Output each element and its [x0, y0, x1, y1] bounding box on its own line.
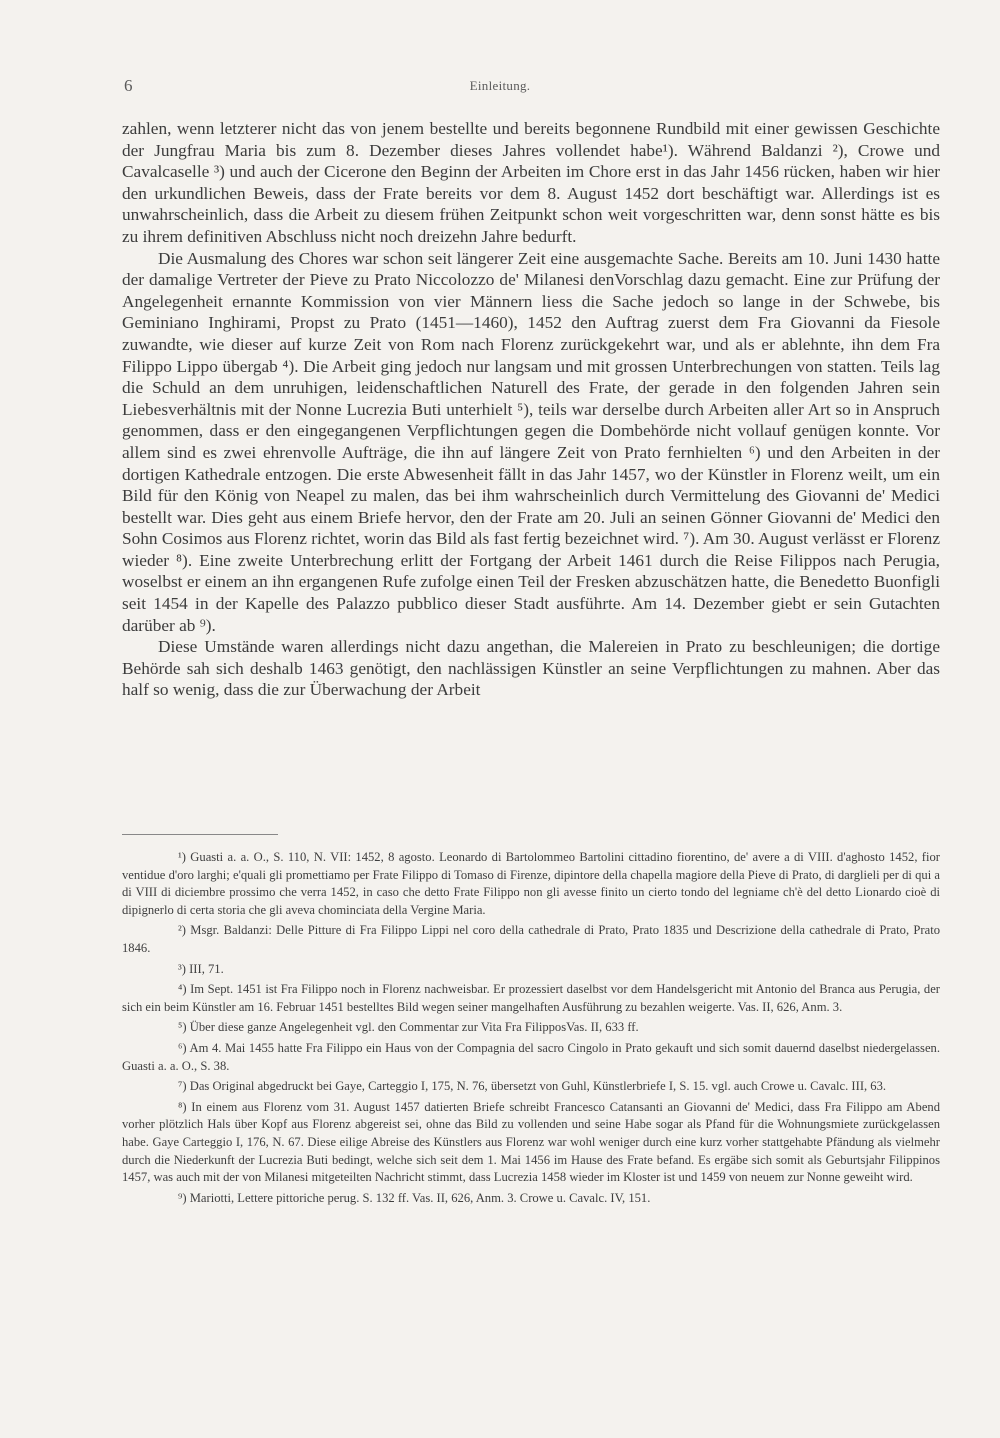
footnote: ⁹) Mariotti, Lettere pittoriche perug. S. 132 ff. Vas. II, 626, Anm. 3. Crowe u. Cavalc. IV, 151. — [178, 1190, 651, 1205]
footnotes — [122, 849, 940, 1210]
paragraph: Diese Umstände waren allerdings nicht dazu angethan, die Malereien in Prato zu beschleunigen; die dortige Behörde sah sich deshalb 1463 genötigt, den nachlässigen Künstler an seine Verpflichtungen zu mahnen. Aber das half so wenig, dass die zur Überwachung der Arbeit — [122, 637, 940, 700]
running-head: Einleitung. — [469, 78, 531, 93]
footnote: ⁷) Das Original abgedruckt bei Gaye, Carteggio I, 175, N. 76, übersetzt von Guhl, Künstlerbriefe I, S. 15. vgl. auch Crowe u. Cavalc. III, 63. — [178, 1079, 887, 1094]
footnote-divider — [122, 834, 278, 835]
page-number: 6 — [124, 76, 133, 95]
paragraph: zahlen, wenn letzterer nicht das von jenem bestellte und bereits begonnene Rundbild mit einer gewissen Geschichte der Jungfrau Maria bis zum 8. Dezember dieses Jahres vollendet habe¹). Während Baldanzi ²), Crowe und Cavalcaselle ³) und auch der Cicerone den Beginn der Arbeiten im Chore erst in das Jahr 1456 rücken, haben wir hier den urkundlichen Beweis, dass der Frate bereits vor dem 8. August 1452 dort beschäftigt war. Allerdings ist es unwahrscheinlich, dass die Arbeit zu diesem frühen Zeitpunkt schon weit vorgeschritten war, denn sonst hätte es bis zu ihrem definitiven Abschluss nicht noch dreizehn Jahre bedurft. — [122, 119, 940, 246]
footnote: ⁴) Im Sept. 1451 ist Fra Filippo noch in Florenz nachweisbar. Er prozessiert daselbst vor dem Handelsgericht mit Antonio del Branca aus Perugia, der sich ein beim Künstler am 16. Februar 1451 bestelltes Bild wegen seiner mangelhaften Ausführung zu bezahlen weigerte. Vas. II, 626, Anm. 3. — [122, 982, 940, 1014]
footnote: ⁶) Am 4. Mai 1455 hatte Fra Filippo ein Haus von der Compagnia del sacro Cingolo in Prato gekauft und sich somit dauernd daselbst niedergelassen. Guasti a. a. O., S. 38. — [122, 1040, 940, 1073]
footnote: ³) III, 71. — [178, 961, 224, 976]
main-text — [122, 118, 940, 701]
footnote: ⁸) In einem aus Florenz vom 31. August 1457 datierten Briefe schreibt Francesco Catansanti an Giovanni de' Medici, dass Fra Filippo am Abend vorher plötzlich Hals über Kopf aus Florenz abgereist sei, ohne das Bild zu vollenden und seine Habe sogar als Pfand für die Wohnungsmiete zurückgelassen habe. Gaye Carteggio I, 176, N. 67. Diese eilige Abreise des Künstlers aus Florenz war wohl weniger durch eine kurz vorher stattgehabte Pfändung als vielmehr durch die Niederkunft der Lucrezia Buti bedingt, welche sich seit dem 1. Mai 1456 im Hause des Frate befand. Es ergäbe sich somit als Geburtsjahr Filippinos 1457, was auch mit der von Milanesi mitgeteilten Nachricht stimmt, dass Lucrezia 1458 wieder im Kloster ist und 1459 von neuem zur Nonne geweiht wird. — [122, 1099, 940, 1185]
footnote: ¹) Guasti a. a. O., S. 110, N. VII: 1452, 8 agosto. Leonardo di Bartolommeo Bartolini cittadino fiorentino, de' avere a di VIII. d'aghosto 1452, fior ventidue d'oro larghi; e'quali gli promettiamo per Frate Filippo di Tomaso di Firenze, dipintore della chapella magiore della Pieve di Prato, di darglieli per di qui a di VIII di diciembre prossimo che verra 1452, in caso che detto Frate Filippo non gli avesse finito un cierto tondo del legniame ch'è del detto Lionardo cioè di dipignerlo di certa storia che gli aveva chominciata della Vergine Maria. — [122, 850, 940, 917]
footnote: ²) Msgr. Baldanzi: Delle Pitture di Fra Filippo Lippi nel coro della cathedrale di Prato, Prato 1835 und Descrizione della cathedrale di Prato, Prato 1846. — [122, 923, 940, 955]
footnote: ⁵) Über diese ganze Angelegenheit vgl. den Commentar zur Vita Fra FilipposVas. II, 633 ff. — [178, 1020, 639, 1035]
paragraph: Die Ausmalung des Chores war schon seit längerer Zeit eine ausgemachte Sache. Bereits am 10. Juni 1430 hatte der damalige Vertreter der Pieve zu Prato Niccolozzo de' Milanesi denVorschlag dazu gemacht. Eine zur Prüfung der Angelegenheit ernannte Kommission von vier Männern liess die Sache jedoch so lange in der Schwebe, bis Geminiano Inghirami, Propst zu Prato (1451—1460), 1452 den Auftrag zuerst dem Fra Giovanni da Fiesole zuwandte, wie dieser auf kurze Zeit von Rom nach Florenz zurückgekehrt war, und als er ablehnte, ihn dem Fra Filippo Lippo übergab ⁴). Die Arbeit ging jedoch nur langsam und mit grossen Unterbrechungen von statten. Teils lag die Schuld an dem unruhigen, leidenschaftlichen Naturell des Frate, der gerade in den folgenden Jahren sein Liebesverhältnis mit der Nonne Lucrezia Buti unterhielt ⁵), teils war derselbe durch Arbeiten aller Art so in Anspruch genommen, dass er den eingegangenen Verpflichtungen gegen die Dombehörde nicht vollauf genügen konnte. Vor allem sind es zwei ehrenvolle Aufträge, die ihn auf längere Zeit von Prato fernhielten ⁶) und den Arbeiten in der dortigen Kathedrale entzogen. Die erste Abwesenheit fällt in das Jahr 1457, wo der Künstler in Florenz weilt, um ein Bild für den König von Neapel zu malen, das bei ihm wahrscheinlich durch Vermittelung des Giovanni de' Medici bestellt war. Dies geht aus einem Briefe hervor, den der Frate am 20. Juli an seinen Gönner Giovanni de' Medici den Sohn Cosimos aus Florenz richtet, worin das Bild als fast fertig bezeichnet wird. ⁷). Am 30. August verlässt er Florenz wieder ⁸). Eine zweite Unterbrechung erlitt der Fortgang der Arbeit 1461 durch die Reise Filippos nach Perugia, woselbst er einem an ihn ergangenen Rufe zufolge einen Teil der Fresken abzuschätzen hatte, die Benedetto Buonfigli seit 1454 in der Kapelle des Palazzo pubblico dieser Stadt ausführte. Am 14. Dezember giebt er sein Gutachten darüber ab ⁹). — [122, 248, 940, 635]
